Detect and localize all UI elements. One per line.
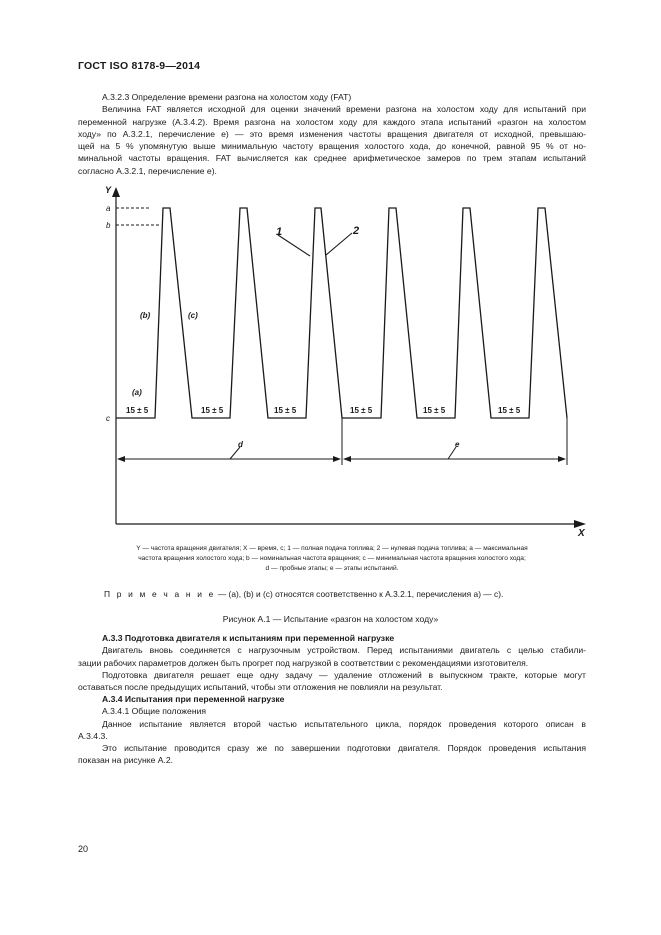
speed-trace: [116, 208, 567, 418]
x-axis-arrow-icon: [574, 520, 586, 528]
stage-duration-label: 15 ± 5: [274, 406, 297, 415]
stage-duration-label: 15 ± 5: [350, 406, 373, 415]
section-a323: [78, 91, 586, 177]
section-a34-line: Это испытание проводится сразу же по завершении подготовки двигателя. Порядок проведения испытания: [102, 743, 586, 754]
callout-2-leader: [326, 233, 352, 255]
legend-line: частота вращения холостого хода; b — номинальная частота вращения; c — минимальная частота вращения холостого хода;: [138, 555, 526, 563]
stage-duration-label: 15 ± 5: [201, 406, 224, 415]
section-a34: [78, 693, 586, 767]
section-a33-line: зации рабочих параметров должен быть прогрет под нагрузкой в соответствии с рекомендациями изготовителя.: [78, 657, 529, 668]
document-header-title: ГОСТ ISO 8178-9—2014: [78, 60, 201, 72]
figure-note: [104, 589, 503, 599]
level-c-label: c: [106, 414, 110, 423]
interval-d-arrow-icon: [117, 456, 125, 462]
section-a33-heading: А.3.3 Подготовка двигателя к испытаниям при переменной нагрузке: [102, 633, 395, 643]
figure-caption: Рисунок А.1 — Испытание «разгон на холостом ходу»: [222, 614, 439, 624]
stage-duration-label: 15 ± 5: [423, 406, 446, 415]
stage-duration-label: 15 ± 5: [498, 406, 521, 415]
section-a323-line: Величина FAT является исходной для оценки значений времени разгона на холостом ходу для испытаний при: [102, 104, 586, 115]
section-a323-line: согласно А.3.2.1, перечисление е).: [78, 165, 217, 176]
section-a323-heading: А.3.2.3 Определение времени разгона на холостом ходу (FAT): [102, 92, 352, 102]
x-axis-label: X: [578, 528, 585, 539]
legend-line: d — пробные этапы; e — этапы испытаний.: [265, 565, 399, 573]
section-a34-line: А.3.4.3.: [78, 730, 108, 741]
figure-a1: [100, 183, 600, 543]
callout-1-leader: [278, 235, 310, 256]
stage-duration-label: 15 ± 5: [126, 406, 149, 415]
section-a34-line: показан на рисунке А.2.: [78, 755, 174, 766]
y-axis-label: Y: [105, 185, 112, 195]
interval-d-label: d: [238, 440, 243, 449]
interval-e-label: e: [455, 440, 460, 449]
section-a33: [78, 632, 586, 693]
section-a34-line: Данное испытание является второй частью испытательного цикла, порядок проведения которого описан в: [102, 718, 586, 729]
level-b-label: b: [106, 221, 111, 230]
section-a34-heading: А.3.4 Испытания при переменной нагрузке: [102, 694, 285, 704]
interval-e-arrow-icon: [343, 456, 351, 462]
note-prefix: П р и м е ч а н и е: [104, 589, 216, 599]
note-text: — (a), (b) и (c) относятся соответственно к А.3.2.1, перечисления a) — c).: [215, 589, 504, 599]
section-a33-line: Подготовка двигателя решает еще одну задачу — удаление отложений в выпускном тракте, которые могут: [102, 669, 586, 680]
phase-b-label: (b): [140, 311, 151, 320]
section-a323-line: щей на 5 % упомянутую выше минимальную частоту вращения холостого хода, до конечной, равной 95 % от но-: [78, 141, 586, 152]
figure-legend: [84, 544, 580, 575]
phase-c-label: (c): [188, 311, 198, 320]
section-a323-line: минальной частоты вращения. FAT вычисляется как среднее арифметическое замеров по трем этапам испытаний: [78, 153, 586, 164]
interval-e-arrow-icon: [558, 456, 566, 462]
section-a323-line: ходу» по А.3.2.1, перечисление е) — это время изменения частоты вращения двигателя от исходной, превышаю-: [78, 128, 586, 139]
section-a341-heading: А.3.4.1 Общие положения: [102, 706, 207, 717]
curve-2-label: 2: [353, 225, 360, 237]
legend-line: Y — частота вращения двигателя; X — время, с; 1 — полная подача топлива; 2 — нулевая подача топлива; a — максимальная: [136, 545, 528, 552]
phase-a-label: (a): [132, 388, 142, 397]
section-a323-line: переменной нагрузке (А.3.4.2). Время разгона на холостом ходу для каждого этапа испытаний «разгон на холостом: [78, 116, 586, 127]
page-number: 20: [78, 844, 89, 854]
interval-d-arrow-icon: [333, 456, 341, 462]
figure-a1-svg: [100, 183, 600, 543]
section-a33-line: оставаться после предыдущих испытаний, чтобы эти отложения не повлияли на результат.: [78, 682, 443, 693]
y-axis-arrow-icon: [112, 187, 120, 197]
curve-1-label: 1: [276, 226, 283, 238]
section-a33-line: Двигатель вновь соединяется с нагрузочным устройством. Перед испытаниями двигатель с целью стабили-: [102, 645, 586, 656]
level-a-label: a: [106, 204, 111, 213]
